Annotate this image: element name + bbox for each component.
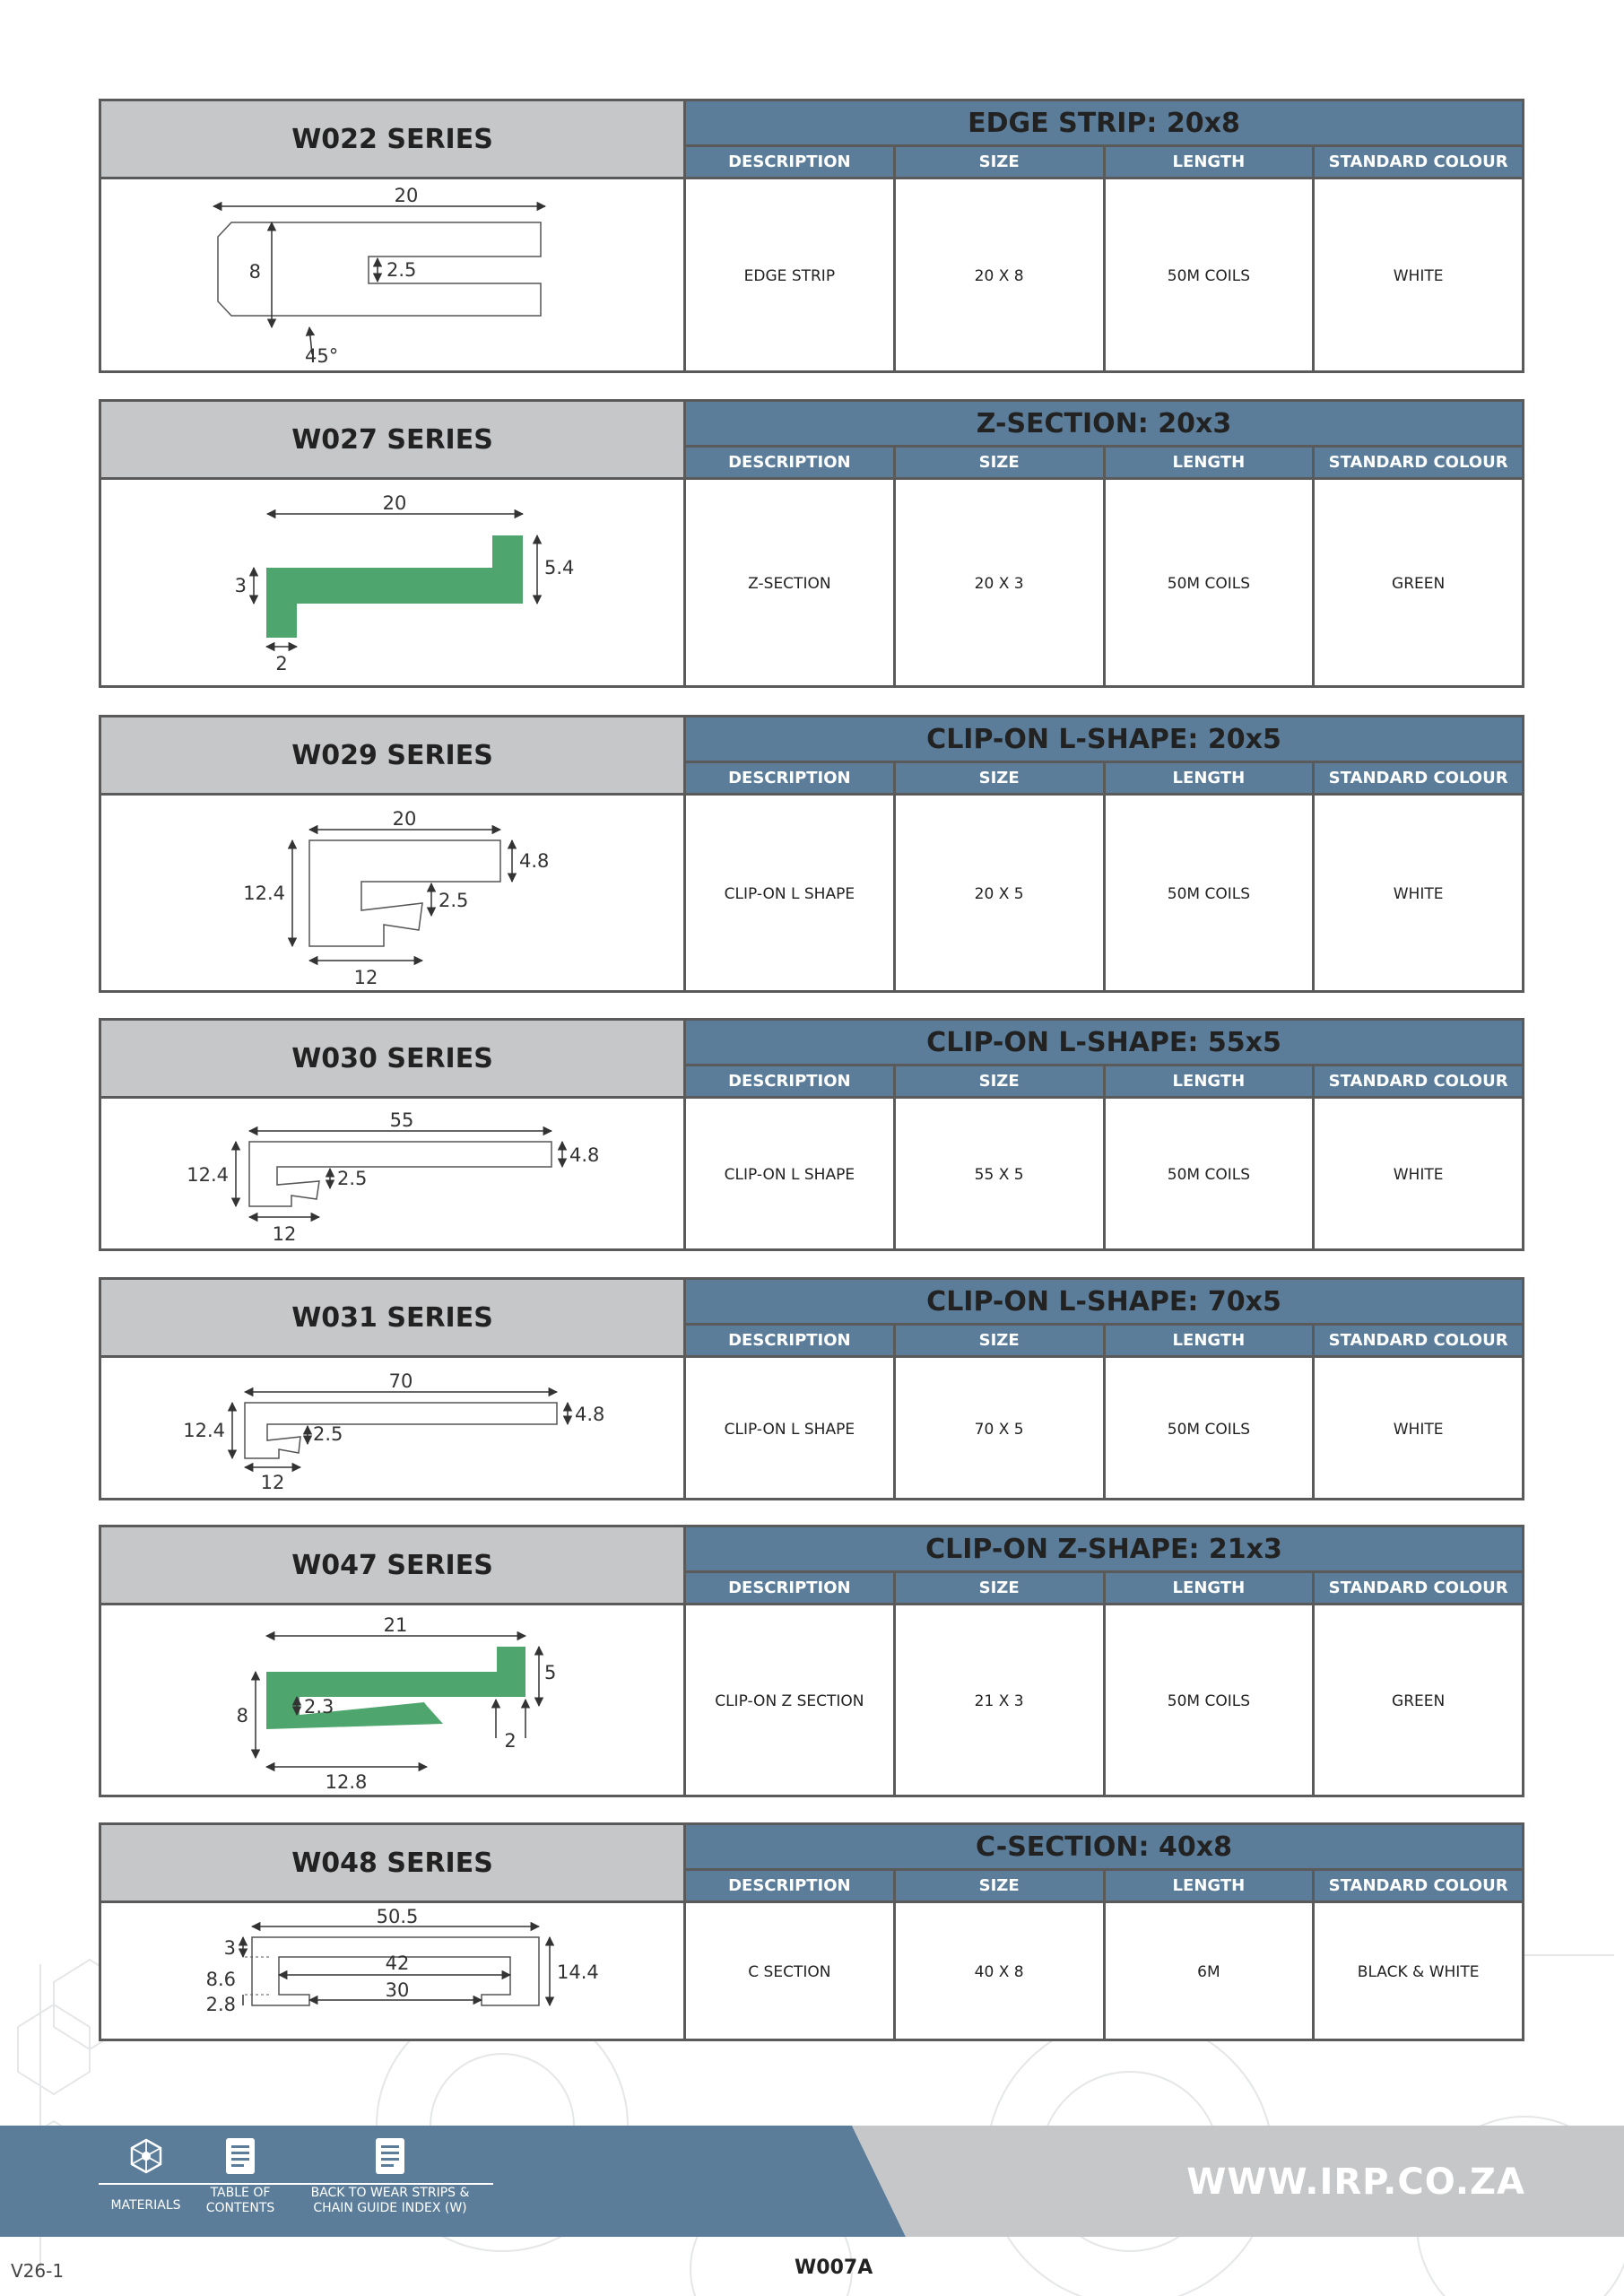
cell-colour: WHITE [1312, 1099, 1522, 1251]
cell-description: Z-SECTION [748, 575, 831, 593]
profile-drawing-z-section [101, 480, 683, 688]
dim-base: 12 [353, 967, 378, 988]
profile-drawing-clip-on-l [101, 796, 683, 993]
col-header-description: DESCRIPTION [728, 1331, 851, 1350]
product-title: CLIP-ON L-SHAPE: 20x5 [686, 718, 1522, 761]
col-header-description: DESCRIPTION [728, 1876, 851, 1895]
col-header-length: LENGTH [1103, 1326, 1313, 1355]
product-section-w027 [99, 399, 1524, 688]
dim-height: 12.4 [187, 1164, 229, 1186]
col-header-description: DESCRIPTION [728, 1072, 851, 1091]
dim-left-height: 3 [234, 575, 247, 596]
nav-label: MATERIALS [110, 2198, 181, 2213]
cell-description: C SECTION [748, 1963, 831, 1981]
nav-materials[interactable] [99, 2136, 193, 2213]
cell-size: 70 X 5 [893, 1358, 1103, 1500]
dim-width: 55 [389, 1109, 414, 1131]
series-title: W031 SERIES [101, 1280, 686, 1355]
series-title: W030 SERIES [101, 1021, 686, 1096]
cell-size: 20 X 5 [893, 796, 1103, 993]
col-header-description: DESCRIPTION [728, 769, 851, 787]
dim-base: 12.8 [325, 1771, 368, 1793]
profile-drawing-edge-strip [101, 179, 683, 373]
dim-gap: 2.3 [304, 1696, 334, 1718]
col-header-colour: STANDARD COLOUR [1312, 147, 1522, 177]
dim-top: 4.8 [575, 1404, 605, 1425]
cell-colour: WHITE [1312, 179, 1522, 373]
cell-size: 20 X 8 [893, 179, 1103, 373]
product-title: Z-SECTION: 20x3 [686, 402, 1522, 445]
product-section-w031 [99, 1277, 1524, 1500]
nav-back-to-index[interactable] [300, 2136, 480, 2216]
profile-drawing-c-section [101, 1903, 683, 2041]
document-icon [372, 2136, 408, 2176]
product-title: CLIP-ON L-SHAPE: 70x5 [686, 1280, 1522, 1323]
nav-table-of-contents[interactable] [195, 2136, 285, 2216]
col-header-size: SIZE [893, 448, 1103, 477]
product-section-w030 [99, 1018, 1524, 1251]
series-title: W022 SERIES [101, 101, 686, 177]
col-header-size: SIZE [893, 763, 1103, 793]
cell-length: 50M COILS [1103, 480, 1313, 688]
col-header-length: LENGTH [1103, 147, 1313, 177]
col-header-size: SIZE [893, 1573, 1103, 1603]
col-header-length: LENGTH [1103, 763, 1313, 793]
dim-base: 12 [260, 1472, 285, 1493]
cell-size: 20 X 3 [893, 480, 1103, 688]
profile-drawing-clip-on-z [101, 1605, 683, 1797]
cell-length: 50M COILS [1103, 1099, 1313, 1251]
series-title: W048 SERIES [101, 1825, 686, 1900]
col-header-colour: STANDARD COLOUR [1312, 1573, 1522, 1603]
cell-description: CLIP-ON L SHAPE [724, 1420, 855, 1439]
col-header-colour: STANDARD COLOUR [1312, 1871, 1522, 1900]
dim-top: 3 [223, 1937, 236, 1959]
cell-length: 50M COILS [1103, 796, 1313, 993]
dim-right-height: 5.4 [544, 557, 575, 578]
col-header-colour: STANDARD COLOUR [1312, 1326, 1522, 1355]
product-title: EDGE STRIP: 20x8 [686, 101, 1522, 144]
cell-length: 6M [1103, 1903, 1313, 2041]
dim-right-height: 5 [544, 1662, 557, 1683]
product-section-w047 [99, 1525, 1524, 1797]
cell-length: 50M COILS [1103, 1358, 1313, 1500]
dim-gap: 2.5 [313, 1423, 343, 1445]
cell-description: CLIP-ON Z SECTION [715, 1692, 864, 1710]
col-header-length: LENGTH [1103, 448, 1313, 477]
product-section-w029 [99, 715, 1524, 993]
dim-height: 8 [236, 1705, 248, 1726]
col-header-colour: STANDARD COLOUR [1312, 1066, 1522, 1096]
nav-label: TABLE OF CONTENTS [205, 2186, 275, 2215]
cell-description: EDGE STRIP [743, 267, 836, 285]
series-title: W047 SERIES [101, 1527, 686, 1603]
product-section-w048 [99, 1822, 1524, 2041]
cell-size: 55 X 5 [893, 1099, 1103, 1251]
product-title: CLIP-ON Z-SHAPE: 21x3 [686, 1527, 1522, 1570]
cell-length: 50M COILS [1103, 179, 1313, 373]
website-link[interactable]: WWW.IRP.CO.ZA [1186, 2161, 1525, 2203]
cell-description: CLIP-ON L SHAPE [724, 1166, 855, 1184]
nav-divider [99, 2183, 493, 2185]
profile-drawing-clip-on-l [101, 1358, 683, 1500]
col-header-description: DESCRIPTION [728, 1578, 851, 1597]
dim-width: 20 [382, 492, 407, 514]
dim-opening: 30 [385, 1979, 410, 2001]
product-title: CLIP-ON L-SHAPE: 55x5 [686, 1021, 1522, 1064]
materials-icon [128, 2136, 164, 2176]
col-header-description: DESCRIPTION [728, 453, 851, 472]
document-icon [222, 2136, 258, 2176]
cell-size: 40 X 8 [893, 1903, 1103, 2041]
col-header-size: SIZE [893, 1066, 1103, 1096]
profile-drawing-clip-on-l [101, 1099, 683, 1251]
dim-inner: 42 [385, 1952, 410, 1974]
dim-tab: 2 [504, 1730, 517, 1752]
dim-bottom: 2.8 [205, 1994, 236, 2015]
dim-angle: 45° [305, 345, 339, 367]
version-label: V26-1 [11, 2260, 65, 2282]
dim-gap: 2.5 [439, 890, 469, 911]
cell-colour: WHITE [1312, 796, 1522, 993]
col-header-size: SIZE [893, 1326, 1103, 1355]
dim-width: 70 [388, 1370, 413, 1392]
dim-height: 14.4 [557, 1961, 599, 1983]
col-header-description: DESCRIPTION [728, 152, 851, 171]
dim-base: 12 [272, 1223, 297, 1245]
dim-height: 8 [248, 261, 261, 283]
dim-gap: 2.5 [386, 259, 417, 281]
series-title: W029 SERIES [101, 718, 686, 793]
dim-height: 12.4 [243, 883, 285, 904]
dim-width: 20 [392, 808, 417, 830]
dim-gap: 2.5 [337, 1168, 368, 1189]
product-section-w022 [99, 99, 1524, 373]
cell-colour: WHITE [1312, 1358, 1522, 1500]
cell-colour: GREEN [1312, 1605, 1522, 1797]
dim-width: 20 [394, 185, 419, 206]
dim-mid: 8.6 [205, 1969, 236, 1990]
cell-length: 50M COILS [1103, 1605, 1313, 1797]
cell-colour: GREEN [1312, 480, 1522, 688]
col-header-length: LENGTH [1103, 1871, 1313, 1900]
dim-top: 4.8 [569, 1144, 600, 1166]
dim-foot: 2 [275, 653, 288, 674]
cell-colour: BLACK & WHITE [1312, 1903, 1522, 2041]
dim-height: 12.4 [183, 1420, 225, 1441]
cell-description: CLIP-ON L SHAPE [724, 885, 855, 903]
nav-label: BACK TO WEAR STRIPS & CHAIN GUIDE INDEX (W) [310, 2186, 470, 2215]
cell-size: 21 X 3 [893, 1605, 1103, 1797]
footer-bar [0, 2126, 1624, 2237]
col-header-size: SIZE [893, 147, 1103, 177]
product-title: C-SECTION: 40x8 [686, 1825, 1522, 1868]
series-title: W027 SERIES [101, 402, 686, 477]
page-code: W007A [795, 2257, 873, 2279]
dim-width: 21 [383, 1614, 408, 1636]
col-header-size: SIZE [893, 1871, 1103, 1900]
dim-outer: 50.5 [376, 1906, 419, 1927]
col-header-colour: STANDARD COLOUR [1312, 448, 1522, 477]
dim-top: 4.8 [519, 850, 550, 872]
col-header-length: LENGTH [1103, 1066, 1313, 1096]
col-header-length: LENGTH [1103, 1573, 1313, 1603]
col-header-colour: STANDARD COLOUR [1312, 763, 1522, 793]
